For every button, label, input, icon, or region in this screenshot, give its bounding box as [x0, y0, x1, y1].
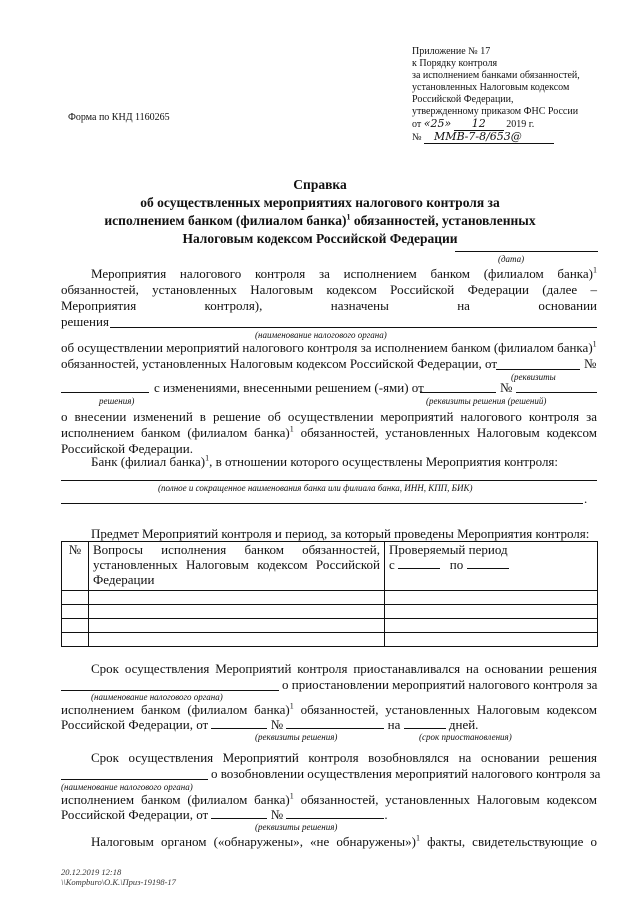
from-date-line	[496, 369, 580, 370]
title-line3	[60, 212, 580, 230]
changes-num-line	[516, 392, 597, 393]
period-to: по	[449, 557, 464, 572]
resumption-line1: Срок осуществления Мероприятий контроля возобновлялся на основании решения	[91, 750, 597, 765]
bank-para-a: Банк (филиал банка)	[91, 454, 206, 469]
appendix-line2: к Порядку контроля	[412, 58, 498, 69]
col-number-header: №	[62, 542, 89, 591]
para1-l1-text: Мероприятия налогового контроля за исполнением банком (филиалом банка)	[91, 266, 593, 281]
resumption-l4a: Российской Федерации, от	[61, 807, 209, 822]
table-row	[62, 591, 598, 605]
resumption-line3	[61, 792, 597, 808]
para1-l9a: исполнением банком (филиалом банка)	[61, 425, 290, 440]
requisites-decisions-hint: (реквизиты решения (решений)	[426, 396, 547, 406]
para1-line8: о внесении изменений в решение об осуществлении мероприятий налогового контроля за	[61, 409, 597, 424]
para1-l9b: обязанностей, установленных Налоговым кодексом	[293, 425, 597, 440]
appendix-block	[412, 46, 612, 144]
para1-l6-num: №	[584, 356, 597, 371]
bank-footnote: 1	[205, 453, 210, 463]
period-from-blank	[398, 557, 440, 569]
para1-line4: решения	[61, 314, 109, 329]
suspension-decision-hint: (реквизиты решения)	[255, 732, 338, 742]
date-line	[455, 251, 598, 252]
appendix-line4: установленных Налоговым кодексом	[412, 82, 570, 93]
suspension-l3a: исполнением банком (филиалом банка)	[61, 702, 290, 717]
suspension-line1: Срок осуществления Мероприятий контроля приостанавливался на основании решения	[91, 661, 597, 676]
suspension-authority-line	[61, 690, 279, 691]
table-cell	[62, 605, 89, 619]
resumption-line2: о возобновлении осуществления мероприятий налогового контроля за	[211, 766, 601, 781]
suspension-l4b: №	[270, 717, 284, 732]
decision-req-line	[61, 392, 149, 393]
table-cell	[385, 591, 598, 605]
period-to-blank	[467, 557, 509, 569]
title-line3b: обязанностей, установленных	[350, 213, 536, 228]
para1-line7: с изменениями, внесенными решением (-ями) от	[154, 380, 424, 395]
para1-line1	[61, 266, 597, 282]
appendix-num-value: ММВ-7-8/653@	[424, 131, 554, 144]
title-line2: об осуществленных мероприятиях налогового контроля за	[140, 195, 500, 210]
resumption-line4	[61, 807, 388, 823]
suspension-date-blank	[211, 717, 267, 729]
resumption-num-blank	[286, 807, 384, 819]
bank-name-line	[61, 480, 597, 481]
para1-l5-text: об осуществлении мероприятий налогового контроля за исполнением банком (филиалом банка)	[61, 340, 593, 355]
table-cell	[385, 619, 598, 633]
control-table	[61, 541, 598, 647]
para1-line5	[61, 340, 597, 356]
appendix-from-label: от	[412, 119, 422, 130]
resumption-l4b: №	[270, 807, 284, 822]
bank-name-hint: (полное и сокращенное наименования банка или филиала банка, ИНН, КПП, БИК)	[158, 483, 473, 493]
decision-hint: решения)	[99, 396, 135, 406]
table-cell	[89, 591, 385, 605]
suspension-authority-hint: (наименование налогового органа)	[91, 692, 223, 702]
para1-footnote: 1	[593, 265, 597, 275]
decision-line	[110, 327, 597, 328]
suspension-l4a: Российской Федерации, от	[61, 717, 209, 732]
suspension-l3b: обязанностей, установленных Налоговым кодексом	[293, 702, 597, 717]
bank-name-line2	[61, 503, 583, 504]
title-line3a: исполнением банком (филиалом банка)	[104, 213, 347, 228]
para1-line2: обязанностей, установленных Налоговым кодексом Российской Федерации (далее –	[61, 282, 597, 297]
appendix-day: «25»	[423, 117, 452, 130]
appendix-line3: за исполнением банками обязанностей,	[412, 70, 580, 81]
bank-name-dot: .	[584, 491, 588, 506]
bank-para	[91, 454, 558, 470]
resumption-l4c: .	[384, 807, 388, 822]
period-range	[389, 557, 593, 572]
title-line4: Налоговым кодексом Российской Федерации	[182, 231, 458, 246]
final-a: Налоговым органом («обнаружены», «не обнаружены»)	[91, 834, 416, 849]
para1-footnote2: 1	[592, 339, 597, 349]
table-cell	[62, 619, 89, 633]
table-cell	[385, 633, 598, 647]
table-cell	[62, 591, 89, 605]
resumption-authority-line	[61, 779, 208, 780]
resumption-date-blank	[211, 807, 267, 819]
final-footnote: 1	[415, 833, 420, 843]
suspension-l4c: на	[387, 717, 401, 732]
table-row	[62, 605, 598, 619]
table-cell	[89, 633, 385, 647]
suspension-footnote: 1	[289, 701, 294, 711]
title-line1: Справка	[293, 177, 347, 192]
para1-line6: обязанностей, установленных Налоговым кодексом Российской Федерации, от	[61, 356, 498, 371]
suspension-l4d: дней.	[448, 717, 479, 732]
table-row	[62, 619, 598, 633]
bank-para-b: , в отношении которого осуществлены Мероприятия контроля:	[209, 454, 559, 469]
resumption-l3a: исполнением банком (филиалом банка)	[61, 792, 290, 807]
appendix-year: 2019 г.	[506, 119, 535, 130]
footer-file: \\Kompburo\О.К.\Приз-19198-17	[61, 877, 176, 887]
final-line	[91, 834, 597, 850]
appendix-line5: Российской Федерации,	[412, 94, 514, 105]
col-questions-header: Вопросы исполнения банком обязанностей, установленных Налоговым кодексом Российской Федерации	[89, 542, 385, 591]
date-hint: (дата)	[498, 254, 525, 264]
para1-line10: Российской Федерации.	[61, 441, 193, 456]
requisites-hint: (реквизиты	[511, 372, 556, 382]
appendix-num-label: №	[412, 132, 422, 143]
appendix-line1: Приложение № 17	[412, 46, 491, 57]
para1-footnote3: 1	[289, 424, 294, 434]
suspension-term-hint: (срок приостановления)	[419, 732, 512, 742]
title-footnote: 1	[346, 212, 351, 222]
table-header-row	[62, 542, 598, 591]
form-code: Форма по КНД 1160265	[68, 112, 170, 123]
footer-date: 20.12.2019 12:18	[61, 867, 122, 877]
suspension-line2: о приостановлении мероприятий налогового контроля за	[282, 677, 598, 692]
appendix-month: 12	[454, 118, 504, 131]
resumption-l3b: обязанностей, установленных Налоговым кодексом	[293, 792, 597, 807]
table-cell	[385, 605, 598, 619]
tax-authority-hint: (наименование налогового органа)	[255, 330, 387, 340]
final-b: факты, свидетельствующие о	[419, 834, 597, 849]
resumption-footnote: 1	[289, 791, 294, 801]
suspension-days-blank	[404, 717, 446, 729]
period-from: с	[389, 557, 395, 572]
changes-date-line	[420, 392, 496, 393]
subject-heading: Предмет Мероприятий контроля и период, за который проведены Мероприятия контроля:	[91, 526, 590, 541]
suspension-line4	[61, 717, 478, 733]
suspension-line3	[61, 702, 597, 718]
document-title	[60, 176, 580, 248]
period-label: Проверяемый период	[389, 542, 508, 557]
table-cell	[62, 633, 89, 647]
para1-line3: Мероприятия контроля), назначены на основании	[61, 298, 597, 313]
col-period-header	[385, 542, 598, 591]
resumption-authority-hint: (наименование налогового органа)	[61, 782, 193, 792]
footer	[61, 867, 176, 887]
suspension-num-blank	[286, 717, 384, 729]
appendix-num-row	[412, 131, 612, 144]
para1-line9	[61, 425, 597, 441]
table-cell	[89, 619, 385, 633]
appendix-line6: утвержденному приказом ФНС России	[412, 106, 579, 117]
table-row	[62, 633, 598, 647]
table-cell	[89, 605, 385, 619]
resumption-decision-hint: (реквизиты решения)	[255, 822, 338, 832]
para1-l7-num: №	[500, 380, 513, 395]
